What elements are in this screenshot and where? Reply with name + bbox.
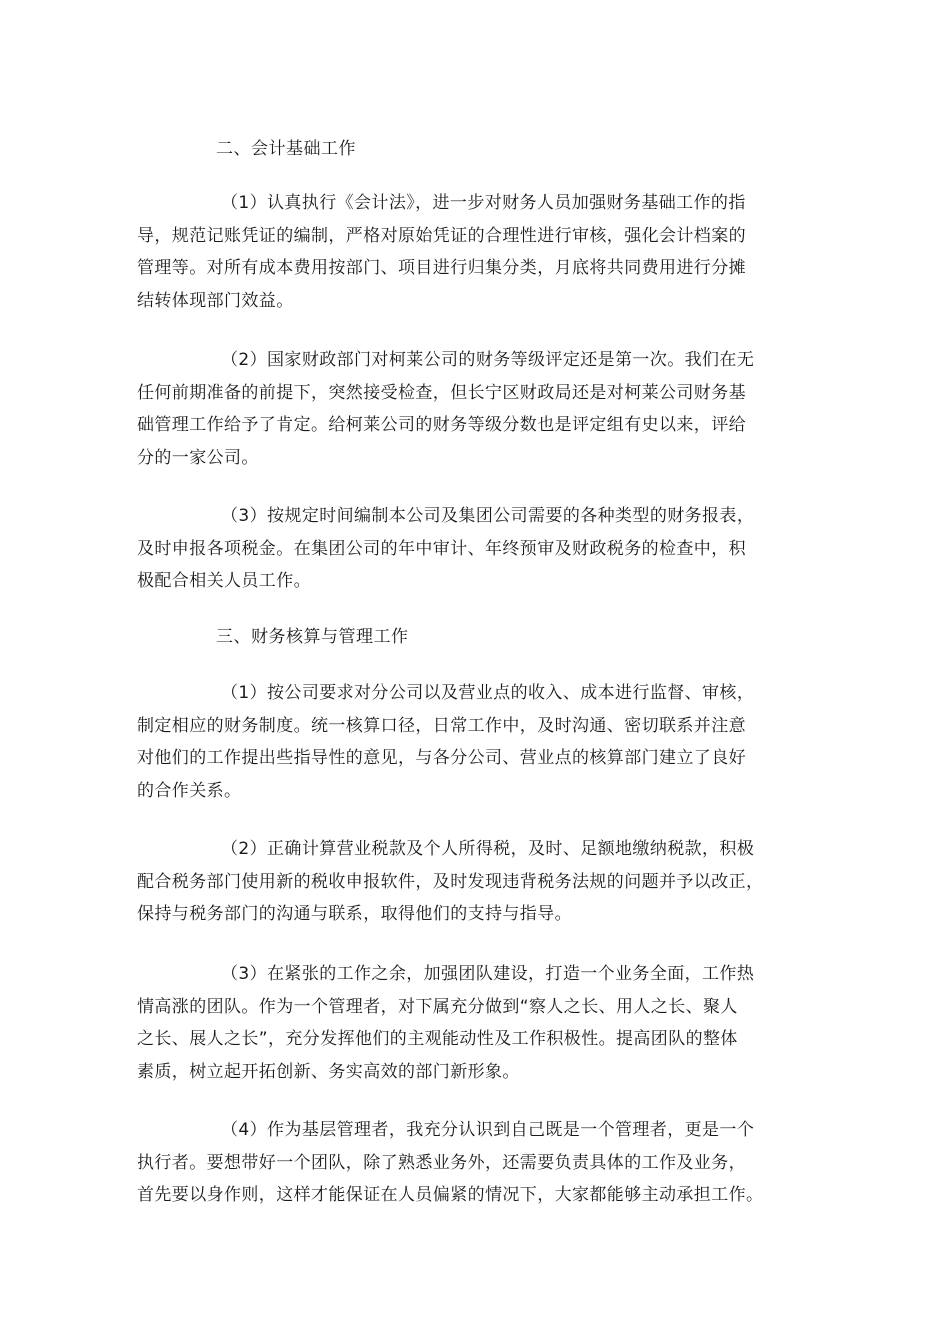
paragraph-line: 首先要以身作则，这样才能保证在人员偏紧的情况下，大家都能够主动承担工作。 bbox=[137, 1185, 764, 1205]
paragraph-3-4 bbox=[137, 1114, 827, 1212]
paragraph-line: 对他们的工作提出些指导性的意见，与各分公司、营业点的核算部门建立了良好 bbox=[137, 748, 746, 768]
paragraph-line: （1）认真执行《会计法》，进一步对财务人员加强财务基础工作的指 bbox=[221, 193, 746, 213]
paragraph-line: 情高涨的团队。作为一个管理者，对下属充分做到“察人之长、用人之长、聚人 bbox=[137, 996, 738, 1017]
section-heading-accounting-management: 三、财务核算与管理工作 bbox=[216, 627, 409, 647]
paragraph-line: 础管理工作给予了肯定。给柯莱公司的财务等级分数也是评定组有史以来，评给 bbox=[137, 415, 746, 435]
paragraph-3-2 bbox=[137, 833, 827, 931]
paragraph-line: 极配合相关人员工作。 bbox=[137, 571, 311, 591]
paragraph-line: 素质，树立起开拓创新、务实高效的部门新形象。 bbox=[137, 1061, 520, 1082]
paragraph-line: 制定相应的财务制度。统一核算口径，日常工作中，及时沟通、密切联系并注意 bbox=[137, 715, 746, 736]
paragraph-line: 任何前期准备的前提下，突然接受检查，但长宁区财政局还是对柯莱公司财务基 bbox=[137, 382, 746, 403]
paragraph-2-3 bbox=[137, 500, 827, 598]
paragraph-line: 的合作关系。 bbox=[137, 780, 242, 801]
paragraph-line: （4）作为基层管理者，我充分认识到自己既是一个管理者，更是一个 bbox=[221, 1120, 755, 1140]
paragraph-line: 管理等。对所有成本费用按部门、项目进行归集分类，月底将共同费用进行分摊 bbox=[137, 258, 746, 278]
paragraph-3-3 bbox=[137, 958, 827, 1088]
paragraph-line: 配合税务部门使用新的税收申报软件，及时发现违背税务法规的问题并予以改正， bbox=[137, 871, 764, 892]
paragraph-line: （1）按公司要求对分公司以及营业点的收入、成本进行监督、审核， bbox=[221, 683, 755, 703]
paragraph-line: 之长、展人之长”，充分发挥他们的主观能动性及工作积极性。提高团队的整体 bbox=[137, 1029, 738, 1049]
paragraph-3-1 bbox=[137, 677, 827, 807]
paragraph-2-1 bbox=[137, 187, 827, 317]
paragraph-line: （2）国家财政部门对柯莱公司的财务等级评定还是第一次。我们在无 bbox=[221, 350, 755, 370]
paragraph-line: （3）在紧张的工作之余，加强团队建设，打造一个业务全面，工作热 bbox=[221, 964, 755, 984]
paragraph-line: 分的一家公司。 bbox=[137, 447, 259, 468]
paragraph-line: 及时申报各项税金。在集团公司的年中审计、年终预审及财政税务的检查中，积 bbox=[137, 538, 746, 559]
paragraph-2-2 bbox=[137, 344, 827, 474]
paragraph-line: 结转体现部门效益。 bbox=[137, 290, 294, 311]
paragraph-line: 执行者。要想带好一个团队，除了熟悉业务外，还需要负责具体的工作及业务， bbox=[137, 1152, 746, 1173]
paragraph-line: （2）正确计算营业税款及个人所得税，及时、足额地缴纳税款，积极 bbox=[221, 839, 755, 859]
section-heading-accounting-basics: 二、会计基础工作 bbox=[216, 139, 356, 159]
paragraph-line: （3）按规定时间编制本公司及集团公司需要的各种类型的财务报表， bbox=[221, 506, 755, 526]
paragraph-line: 保持与税务部门的沟通与联系，取得他们的支持与指导。 bbox=[137, 904, 572, 924]
paragraph-line: 导，规范记账凭证的编制，严格对原始凭证的合理性进行审核，强化会计档案的 bbox=[137, 225, 746, 246]
